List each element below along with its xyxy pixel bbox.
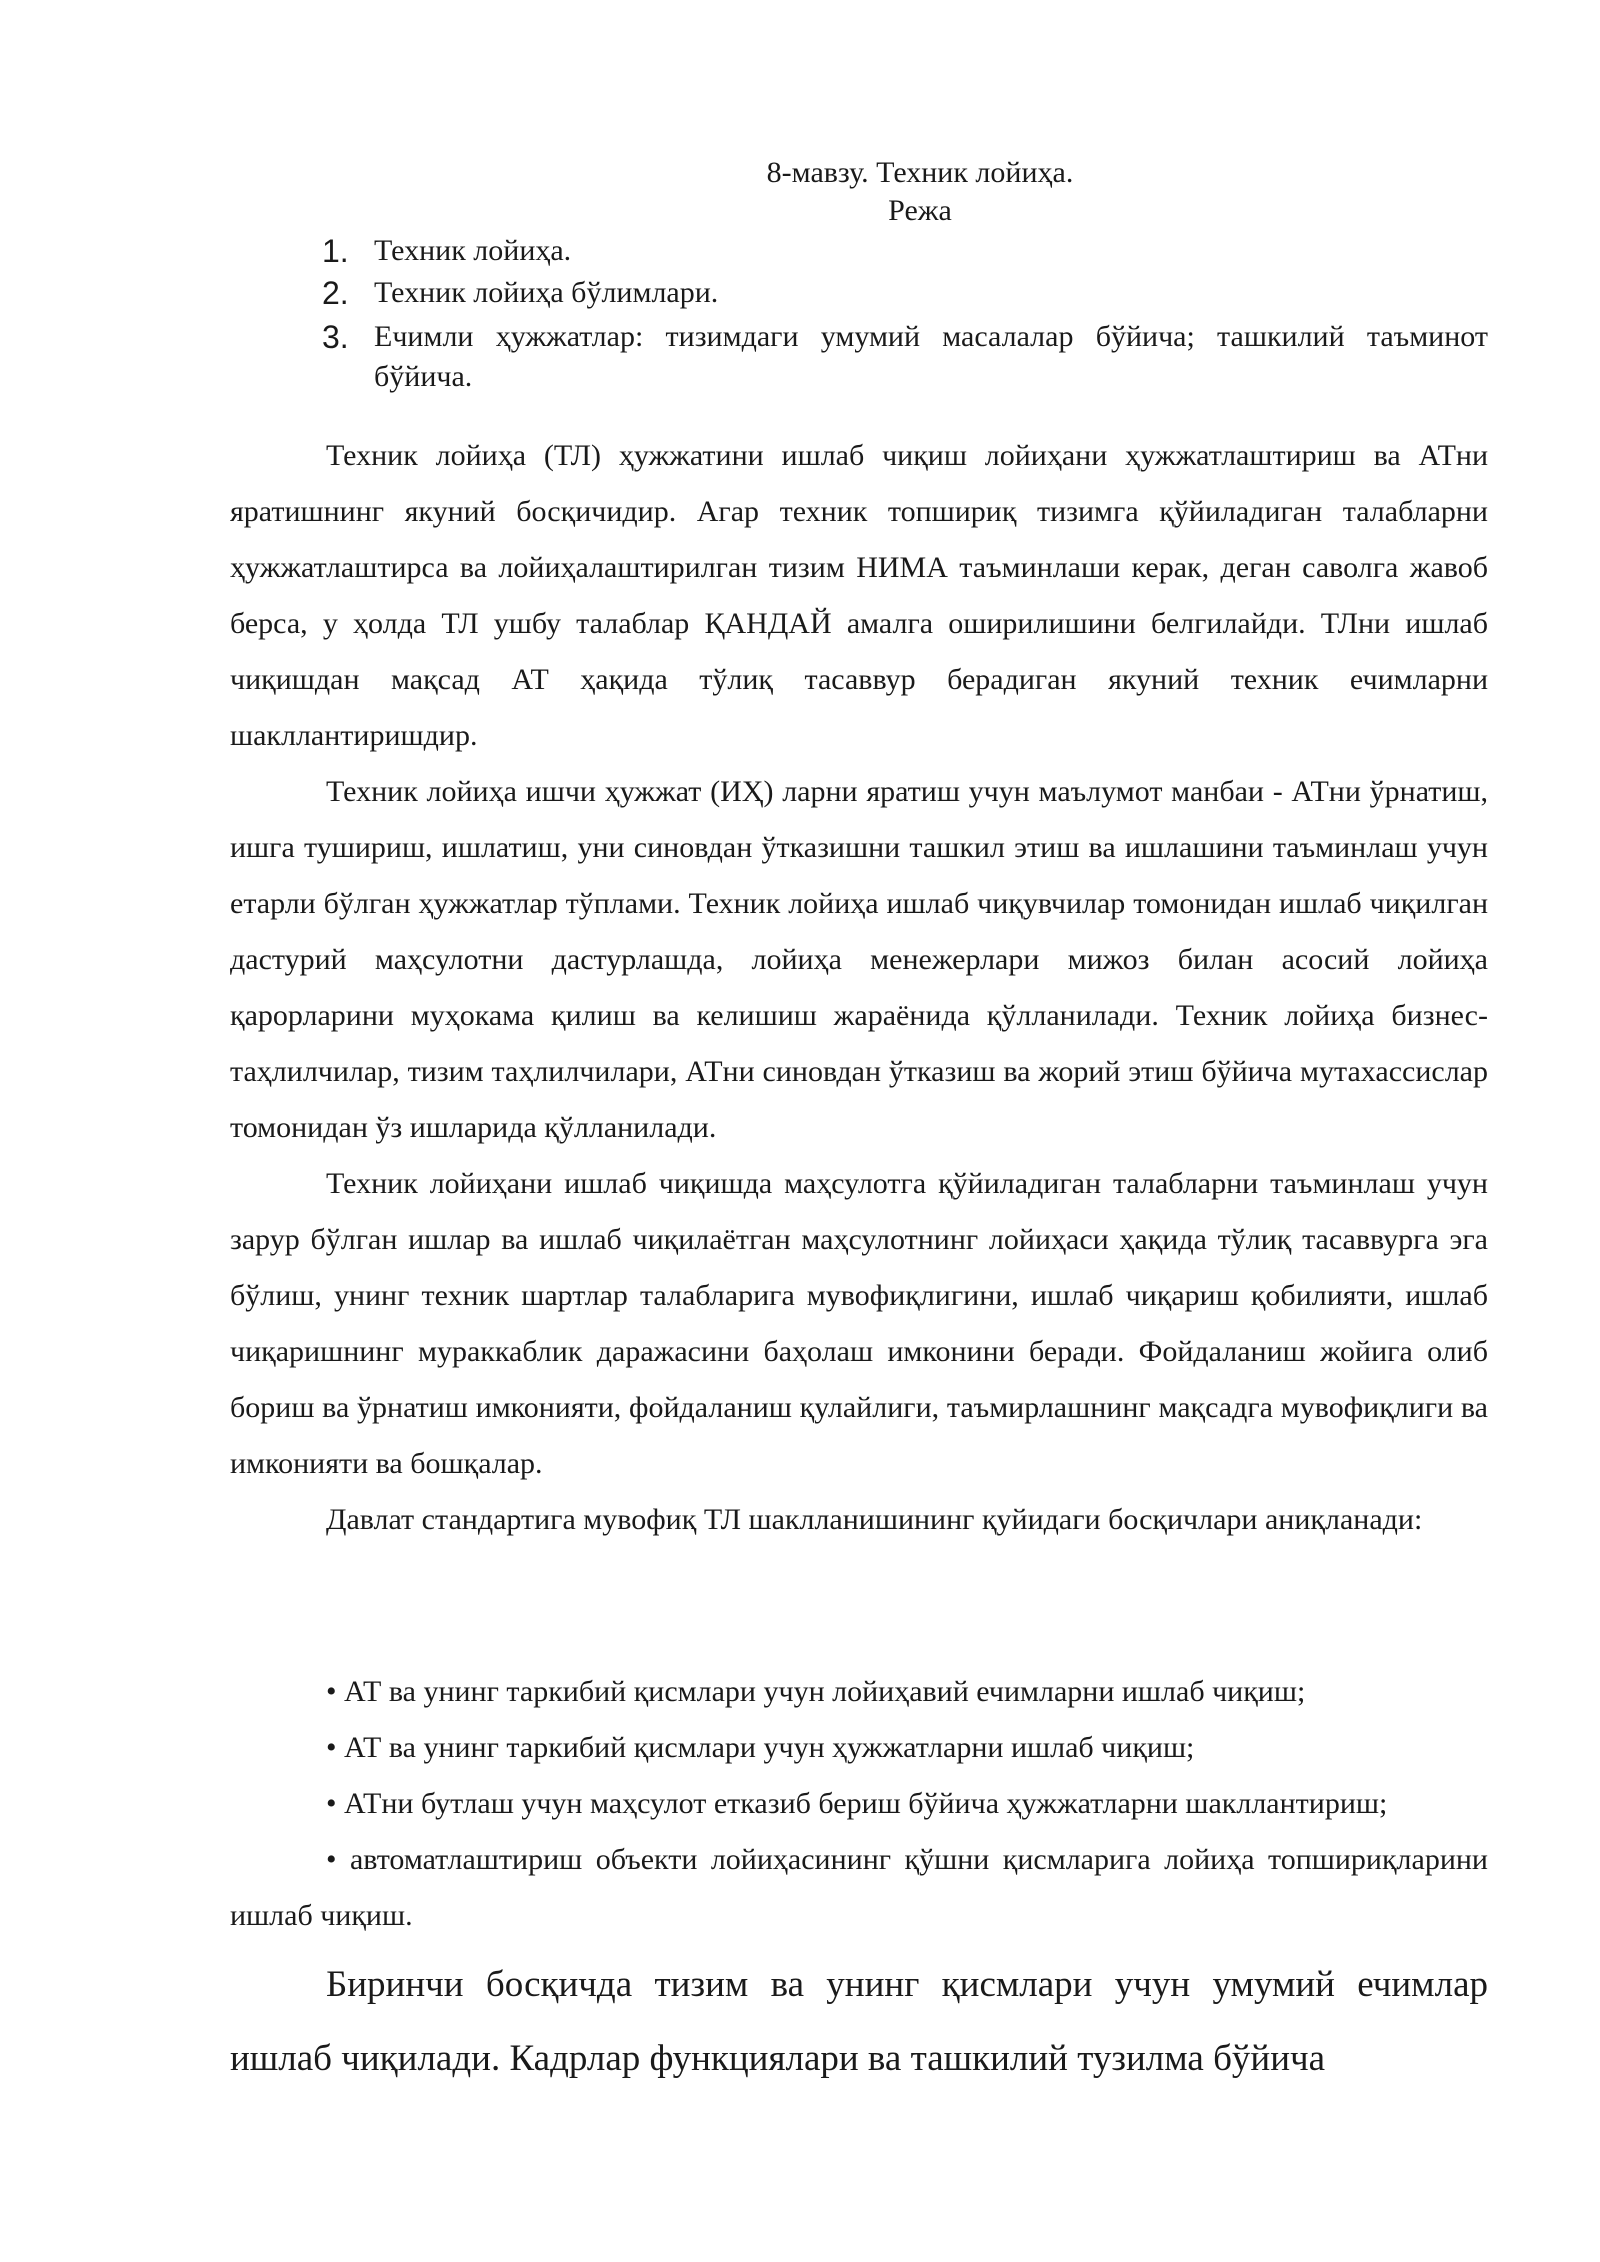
bullet-item <box>230 1832 1488 1944</box>
plan-item-text: Ечимли ҳужжатлар: тизимдаги умумий масалалар бўйича; ташкилий таъминот бўйича. <box>374 320 1488 393</box>
topic-title: 8-мавзу. Техник лойиҳа. <box>766 156 1074 189</box>
closing-paragraph <box>230 1948 1488 2096</box>
paragraph <box>230 1156 1488 1492</box>
plan-item-number: 2. <box>322 275 349 311</box>
paragraph <box>230 1492 1488 1548</box>
plan-item-number: 3. <box>322 319 349 355</box>
plan-item <box>322 231 1488 271</box>
plan-item <box>322 317 1488 397</box>
plan-item-number: 1. <box>322 233 349 269</box>
paragraph-text: Техник лойиҳа (ТЛ) ҳужжатини ишлаб чиқиш лойиҳани ҳужжатлаштириш ва АТни яратишнинг якуний босқичидир. Агар техник топшириқ тизимга қўйиладиган талабларни ҳужжатлаштирса ва лойиҳалаштирилган тизим НИМА таъминлаши керак, деган саволга жавоб берса, у ҳолда ТЛ ушбу талаблар ҚАНДАЙ амалга оширилишини белгилайди. ТЛни ишлаб чиқишдан мақсад АТ ҳақида тўлиқ тасаввур берадиган якуний техник ечимларни шакллантиришдир. <box>230 439 1488 752</box>
plan-item-text: Техник лойиҳа. <box>374 234 572 267</box>
bullet-text: • автоматлаштириш объекти лойиҳасининг қўшни қисмларига лойиҳа топшириқларини ишлаб чиқиш. <box>230 1843 1488 1932</box>
bullet-item: • АТ ва унинг таркибий қисмлари учун лойиҳавий ечимларни ишлаб чиқиш; <box>326 1675 1306 1708</box>
plan-item <box>322 273 1488 313</box>
plan-label: Режа <box>888 194 952 227</box>
paragraph <box>230 764 1488 1156</box>
bullet-item: • АТ ва унинг таркибий қисмлари учун ҳужжатларни ишлаб чиқиш; <box>326 1731 1195 1764</box>
paragraph-text: Техник лойиҳани ишлаб чиқишда маҳсулотга қўйиладиган талабларни таъминлаш учун зарур бўлган ишлар ва ишлаб чиқилаётган маҳсулотнинг лойиҳаси ҳақида тўлиқ тасаввурга эга бўлиш, унинг техник шартлар талабларига мувофиқлигини, ишлаб чиқариш қобилияти, ишлаб чиқаришнинг мураккаблик даражасини баҳолаш имконини беради. Фойдаланиш жойига олиб бориш ва ўрнатиш имконияти, фойдаланиш қулайлиги, таъмирлашнинг мақсадга мувофиқлиги ва имконияти ва бошқалар. <box>230 1167 1488 1480</box>
paragraph-text: Техник лойиҳа ишчи ҳужжат (ИҲ) ларни яратиш учун маълумот манбаи - АТни ўрнатиш, ишга тушириш, ишлатиш, уни синовдан ўтказишни ташкил этиш ва ишлашини таъминлаш учун етарли бўлган ҳужжатлар тўплами. Техник лойиҳа ишлаб чиқувчилар томонидан ишлаб чиқилган дастурий маҳсулотни дастурлашда, лойиҳа менежерлари мижоз билан асосий лойиҳа қарорларини муҳокама қилиш ва келишиш жараёнида қўлланилади. Техник лойиҳа бизнес-таҳлилчилар, тизим таҳлилчилари, АТни синовдан ўтказиш ва жорий этиш бўйича мутахассислар томонидан ўз ишларида қўлланилади. <box>230 775 1488 1144</box>
closing-paragraph-text: Биринчи босқичда тизим ва унинг қисмлари учун умумий ечимлар ишлаб чиқилади. Кадрлар функциялари ва ташкилий тузилма бўйича <box>230 1964 1488 2079</box>
plan-item-text: Техник лойиҳа бўлимлари. <box>374 276 719 309</box>
paragraph <box>230 428 1488 764</box>
paragraph-text: Давлат стандартига мувофиқ ТЛ шаклланишининг қуйидаги босқичлари аниқланади: <box>326 1503 1423 1536</box>
bullet-item: • АТни бутлаш учун маҳсулот етказиб бериш бўйича ҳужжатларни шакллантириш; <box>326 1787 1388 1820</box>
